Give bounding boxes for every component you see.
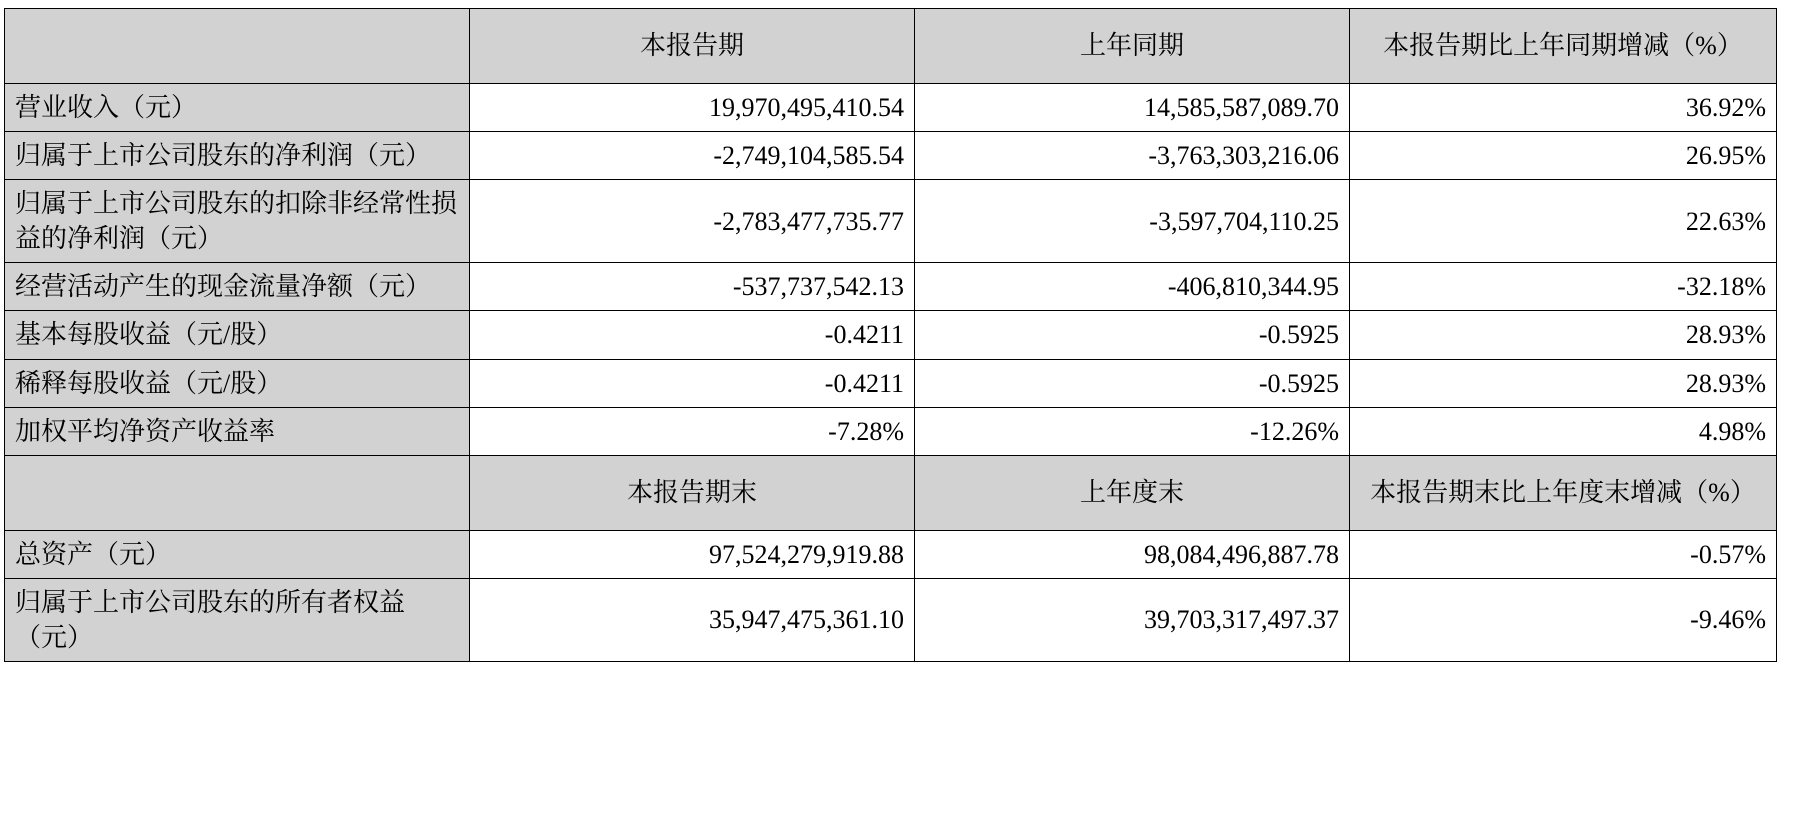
row-value-previous: -0.5925 [915, 311, 1350, 359]
row-value-previous: -406,810,344.95 [915, 263, 1350, 311]
row-value-change: 4.98% [1350, 407, 1777, 455]
row-value-previous: -12.26% [915, 407, 1350, 455]
header-cell-current-period: 本报告期 [470, 9, 915, 84]
header-cell-current-end: 本报告期末 [470, 455, 915, 530]
row-label: 营业收入（元） [5, 84, 470, 132]
row-label: 总资产（元） [5, 530, 470, 578]
row-value-current: -0.4211 [470, 311, 915, 359]
row-value-previous: -3,597,704,110.25 [915, 180, 1350, 263]
row-value-change: -9.46% [1350, 578, 1777, 661]
table-row [5, 578, 1777, 661]
header-cell-change-period: 本报告期比上年同期增减（%） [1350, 9, 1777, 84]
row-label: 归属于上市公司股东的净利润（元） [5, 132, 470, 180]
row-value-current: -7.28% [470, 407, 915, 455]
table-row [5, 180, 1777, 263]
row-value-current: 97,524,279,919.88 [470, 530, 915, 578]
row-value-change: 22.63% [1350, 180, 1777, 263]
row-value-previous: 14,585,587,089.70 [915, 84, 1350, 132]
table-row [5, 407, 1777, 455]
header-cell-change-end: 本报告期末比上年度末增减（%） [1350, 455, 1777, 530]
header-cell-blank [5, 9, 470, 84]
row-value-previous: 98,084,496,887.78 [915, 530, 1350, 578]
table-header-row-period [5, 9, 1777, 84]
row-value-change: 26.95% [1350, 132, 1777, 180]
row-value-change: -0.57% [1350, 530, 1777, 578]
row-value-previous: 39,703,317,497.37 [915, 578, 1350, 661]
row-value-current: -2,749,104,585.54 [470, 132, 915, 180]
row-value-previous: -3,763,303,216.06 [915, 132, 1350, 180]
row-label: 基本每股收益（元/股） [5, 311, 470, 359]
table-header-row-end [5, 455, 1777, 530]
row-value-current: 35,947,475,361.10 [470, 578, 915, 661]
table-row [5, 311, 1777, 359]
row-value-change: 28.93% [1350, 359, 1777, 407]
row-label: 归属于上市公司股东的扣除非经常性损益的净利润（元） [5, 180, 470, 263]
row-value-previous: -0.5925 [915, 359, 1350, 407]
row-value-change: 36.92% [1350, 84, 1777, 132]
row-value-current: -537,737,542.13 [470, 263, 915, 311]
header-cell-blank-end [5, 455, 470, 530]
table-row [5, 132, 1777, 180]
table-row [5, 84, 1777, 132]
row-value-change: 28.93% [1350, 311, 1777, 359]
header-cell-previous-end: 上年度末 [915, 455, 1350, 530]
row-value-current: -2,783,477,735.77 [470, 180, 915, 263]
row-value-current: 19,970,495,410.54 [470, 84, 915, 132]
header-cell-previous-period: 上年同期 [915, 9, 1350, 84]
row-value-current: -0.4211 [470, 359, 915, 407]
table-row [5, 530, 1777, 578]
row-value-change: -32.18% [1350, 263, 1777, 311]
table-row [5, 263, 1777, 311]
row-label: 稀释每股收益（元/股） [5, 359, 470, 407]
row-label: 归属于上市公司股东的所有者权益（元） [5, 578, 470, 661]
financial-summary-table [4, 8, 1777, 662]
table-row [5, 359, 1777, 407]
row-label: 加权平均净资产收益率 [5, 407, 470, 455]
row-label: 经营活动产生的现金流量净额（元） [5, 263, 470, 311]
